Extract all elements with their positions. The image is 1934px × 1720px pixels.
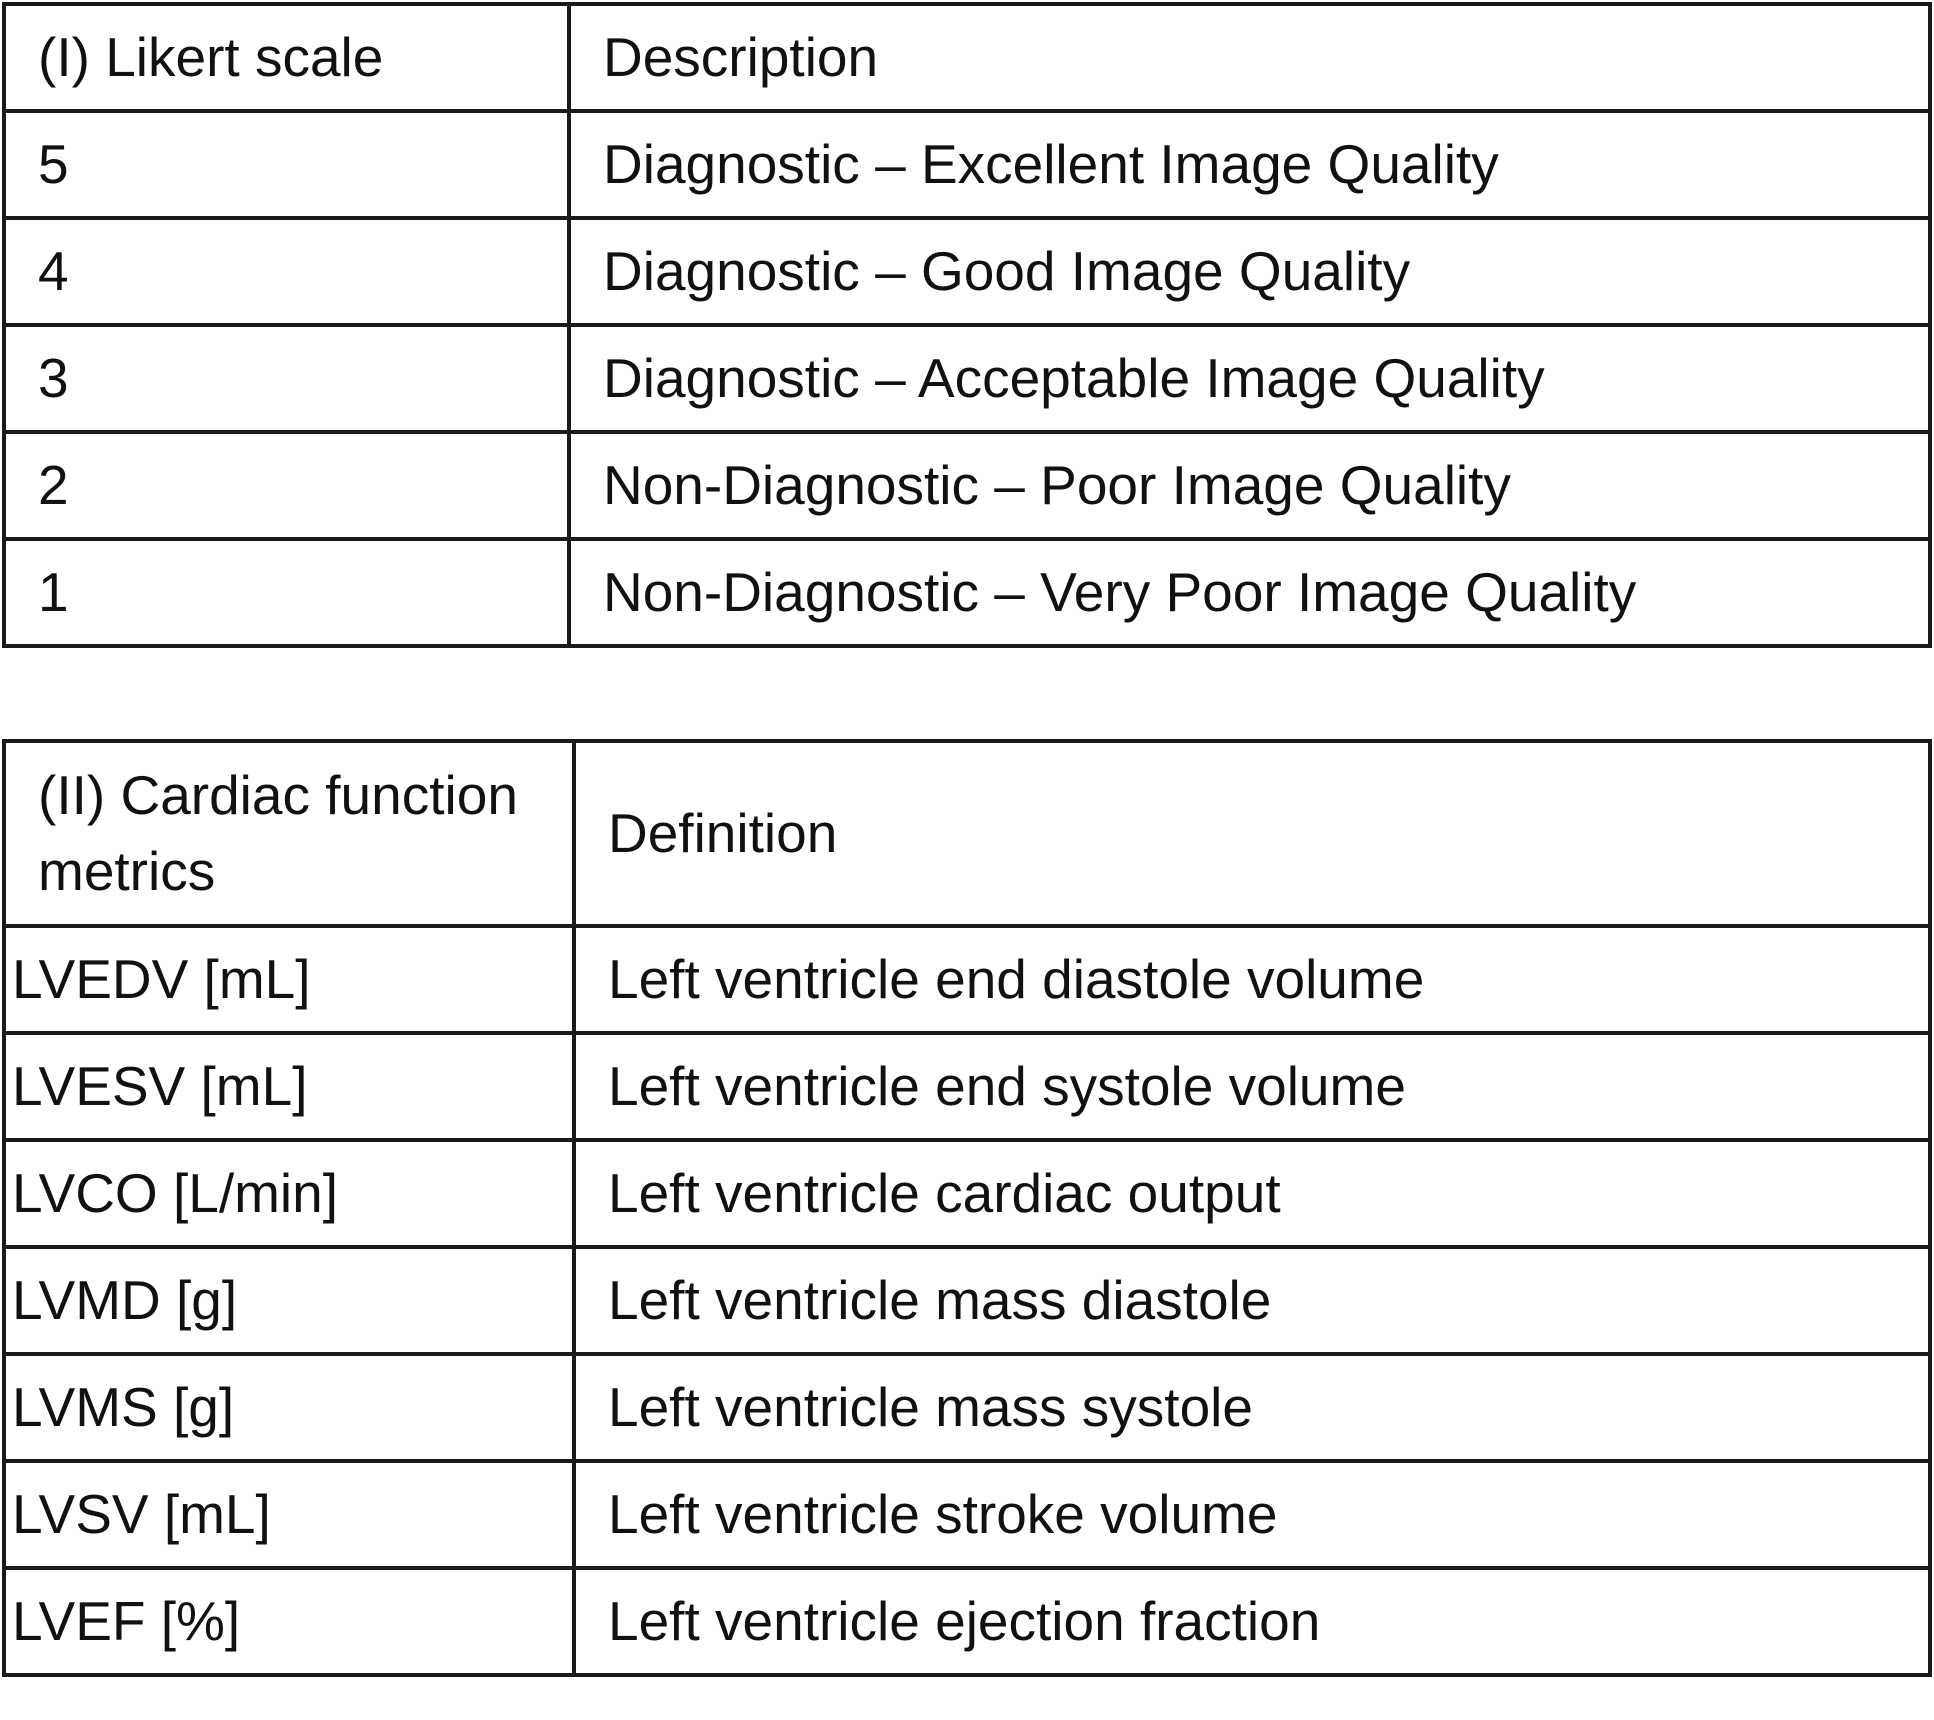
table-row [4, 1354, 1930, 1461]
table-row [4, 218, 1930, 325]
metric-name-cell: LVCO [L/min] [4, 1140, 574, 1247]
header-cell-definition: Definition [574, 741, 1930, 926]
likert-score-cell: 1 [4, 539, 569, 646]
metric-definition-cell: Left ventricle ejection fraction [574, 1568, 1930, 1675]
table-row [4, 1033, 1930, 1140]
table-row [4, 432, 1930, 539]
table-row [4, 1568, 1930, 1675]
metric-name-cell: LVEF [%] [4, 1568, 574, 1675]
likert-score-cell: 4 [4, 218, 569, 325]
table-row [4, 926, 1930, 1033]
metric-definition-cell: Left ventricle stroke volume [574, 1461, 1930, 1568]
likert-description-cell: Diagnostic – Excellent Image Quality [569, 111, 1930, 218]
metric-definition-cell: Left ventricle mass systole [574, 1354, 1930, 1461]
likert-description-cell: Non-Diagnostic – Poor Image Quality [569, 432, 1930, 539]
metric-definition-cell: Left ventricle mass diastole [574, 1247, 1930, 1354]
metric-name-cell: LVEDV [mL] [4, 926, 574, 1033]
metric-definition-cell: Left ventricle end systole volume [574, 1033, 1930, 1140]
table-row [4, 1140, 1930, 1247]
table-row [4, 1247, 1930, 1354]
likert-description-cell: Diagnostic – Good Image Quality [569, 218, 1930, 325]
table-header-row [4, 741, 1930, 926]
likert-description-cell: Non-Diagnostic – Very Poor Image Quality [569, 539, 1930, 646]
table-row [4, 111, 1930, 218]
table-row [4, 539, 1930, 646]
likert-score-cell: 5 [4, 111, 569, 218]
metric-name-cell: LVMD [g] [4, 1247, 574, 1354]
likert-score-cell: 2 [4, 432, 569, 539]
metric-definition-cell: Left ventricle cardiac output [574, 1140, 1930, 1247]
table-header-row [4, 4, 1930, 111]
table-row [4, 1461, 1930, 1568]
metric-definition-cell: Left ventricle end diastole volume [574, 926, 1930, 1033]
header-cell-cardiac-metrics: (II) Cardiac function metrics [4, 741, 574, 926]
header-cell-likert-scale: (I) Likert scale [4, 4, 569, 111]
metric-name-cell: LVESV [mL] [4, 1033, 574, 1140]
likert-description-cell: Diagnostic – Acceptable Image Quality [569, 325, 1930, 432]
cardiac-metrics-table [2, 739, 1932, 1677]
likert-score-cell: 3 [4, 325, 569, 432]
table-row [4, 325, 1930, 432]
metric-name-cell: LVMS [g] [4, 1354, 574, 1461]
header-cell-description: Description [569, 4, 1930, 111]
metric-name-cell: LVSV [mL] [4, 1461, 574, 1568]
likert-scale-table [2, 2, 1932, 648]
